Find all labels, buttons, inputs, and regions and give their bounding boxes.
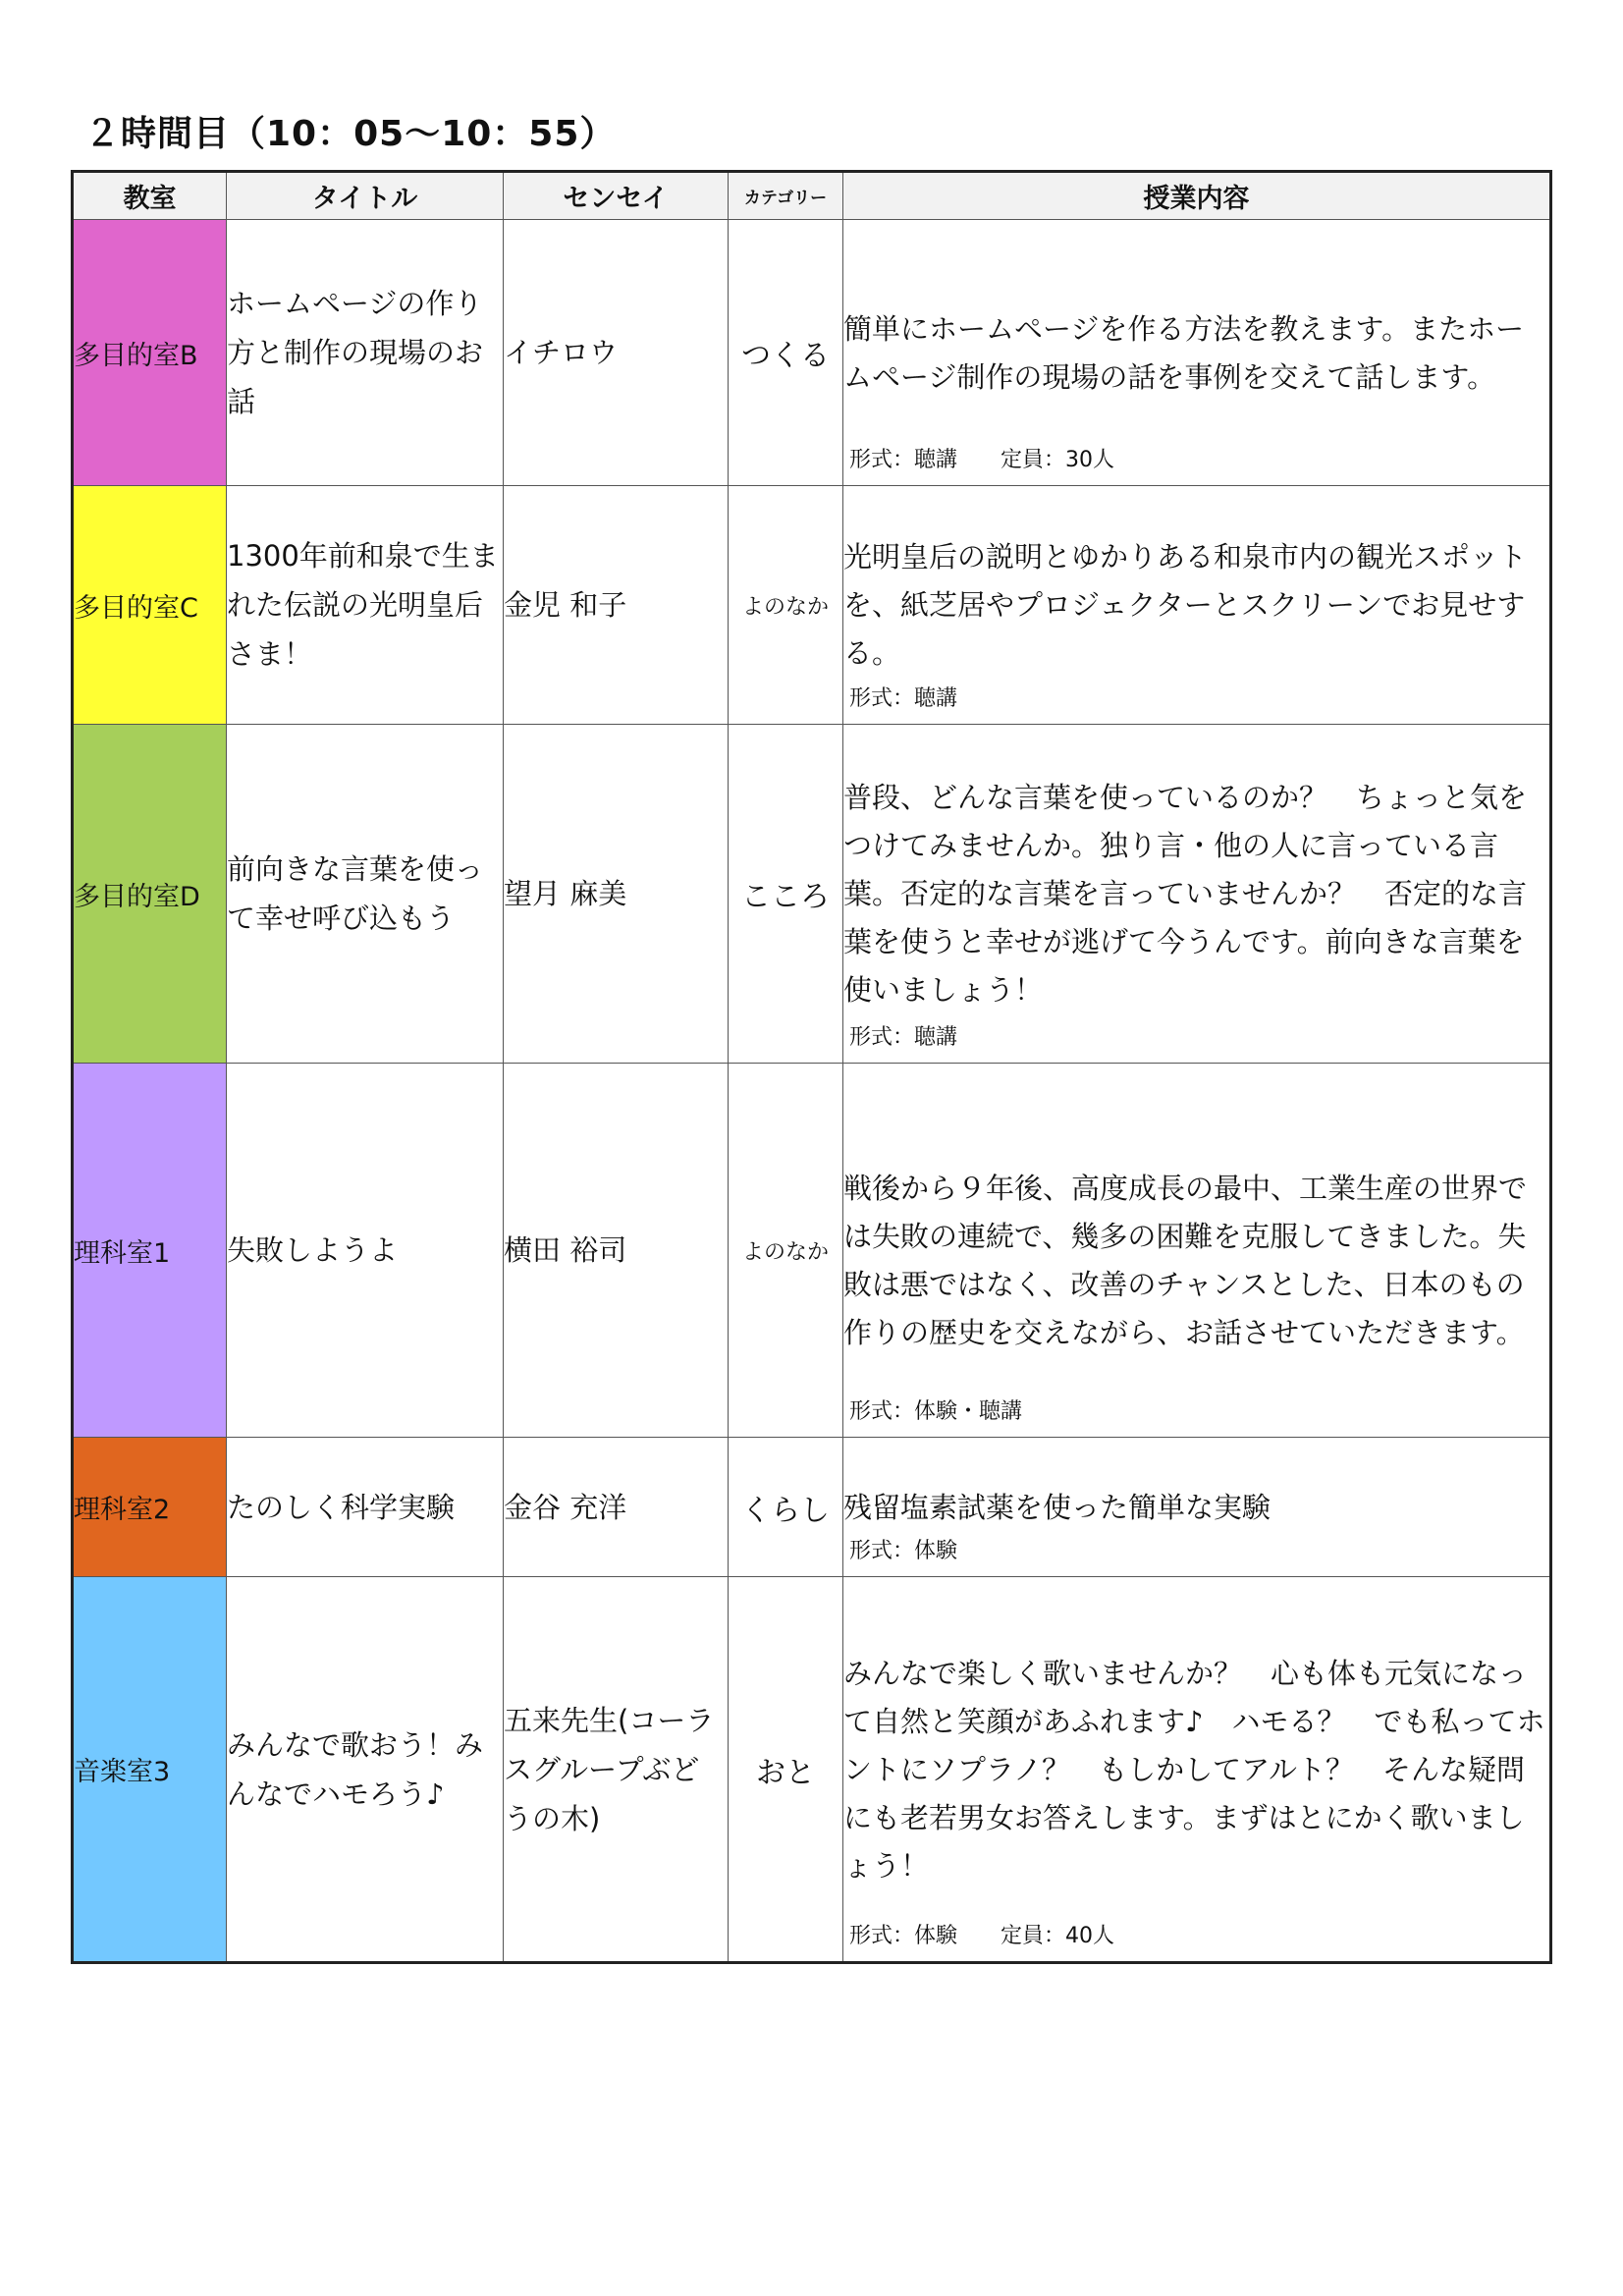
table-row xyxy=(73,725,1551,1064)
room-cell: 多目的室C xyxy=(73,486,227,725)
class-title: みんなで歌おう！みんなでハモろう♪ xyxy=(227,1577,504,1963)
class-format: 形式：聴講 定員：30人 xyxy=(849,448,1114,472)
class-format: 形式：体験・聴講 xyxy=(849,1399,1023,1424)
category-label: つくる xyxy=(729,220,843,486)
table-row xyxy=(73,1064,1551,1438)
table-row xyxy=(73,486,1551,725)
class-format: 形式：聴講 xyxy=(849,686,958,711)
class-format: 形式：聴講 xyxy=(849,1025,958,1050)
teacher-name: イチロウ xyxy=(504,220,729,486)
class-format: 形式：体験 定員：40人 xyxy=(849,1924,1114,1948)
room-cell: 理科室1 xyxy=(73,1064,227,1438)
class-description: 戦後から９年後、高度成長の最中、工業生産の世界では失敗の連続で、幾多の困難を克服してきました。失敗は悪ではなく、改善のチャンスとした、日本のもの作りの歴史を交えながら、お話させていただきます。 xyxy=(843,1172,1528,1349)
content-cell xyxy=(843,1438,1551,1577)
teacher-name: 五来先生(コーラスグループぶどうの木) xyxy=(504,1577,729,1963)
category-label: よのなか xyxy=(729,1064,843,1438)
teacher-name: 横田 裕司 xyxy=(504,1064,729,1438)
category-label: こころ xyxy=(729,725,843,1064)
room-cell: 音楽室3 xyxy=(73,1577,227,1963)
header-content: 授業内容 xyxy=(843,172,1551,220)
page-title: ２時間目（10：05〜10：55） xyxy=(84,114,617,154)
header-room: 教室 xyxy=(73,172,227,220)
content-cell xyxy=(843,486,1551,725)
table-row xyxy=(73,220,1551,486)
teacher-name: 金児 和子 xyxy=(504,486,729,725)
class-description: 光明皇后の説明とゆかりある和泉市内の観光スポットを、紙芝居やプロジェクターとスクリーンでお見せする。 xyxy=(843,540,1528,670)
content-cell xyxy=(843,1577,1551,1963)
header-title: タイトル xyxy=(227,172,504,220)
header-category: カテゴリー xyxy=(729,172,843,220)
class-title: 失敗しようよ xyxy=(227,1064,504,1438)
category-label: くらし xyxy=(729,1438,843,1577)
class-description: みんなで楽しく歌いませんか？ 心も体も元気になって自然と笑顔があふれます♪ ハモる？ でも私ってホントにソプラノ？ もしかしてアルト？ そんな疑問にも老若男女お答えします。まずはとにかく歌いましょう！ xyxy=(843,1656,1545,1883)
category-label: おと xyxy=(729,1577,843,1963)
table-row xyxy=(73,1577,1551,1963)
teacher-name: 金谷 充洋 xyxy=(504,1438,729,1577)
room-cell: 理科室2 xyxy=(73,1438,227,1577)
category-label: よのなか xyxy=(729,486,843,725)
header-row xyxy=(73,172,1551,220)
class-description: 普段、どんな言葉を使っているのか？ ちょっと気をつけてみませんか。独り言・他の人に言っている言葉。否定的な言葉を言っていませんか？ 否定的な言葉を使うと幸せが逃げて今うんです。前向きな言葉を使いましょう！ xyxy=(843,781,1528,1007)
header-teacher: センセイ xyxy=(504,172,729,220)
table-row xyxy=(73,1438,1551,1577)
class-title: たのしく科学実験 xyxy=(227,1438,504,1577)
class-title: 前向きな言葉を使って幸せ呼び込もう xyxy=(227,725,504,1064)
class-description: 残留塩素試薬を使った簡単な実験 xyxy=(843,1490,1271,1524)
content-cell xyxy=(843,1064,1551,1438)
room-cell: 多目的室B xyxy=(73,220,227,486)
room-cell: 多目的室D xyxy=(73,725,227,1064)
content-cell xyxy=(843,220,1551,486)
class-title: 1300年前和泉で生まれた伝説の光明皇后さま！ xyxy=(227,486,504,725)
class-title: ホームページの作り方と制作の現場のお話 xyxy=(227,220,504,486)
class-format: 形式：体験 xyxy=(849,1539,958,1563)
class-description: 簡単にホームページを作る方法を教えます。またホームページ制作の現場の話を事例を交えて話します。 xyxy=(843,311,1525,394)
content-cell xyxy=(843,725,1551,1064)
teacher-name: 望月 麻美 xyxy=(504,725,729,1064)
schedule-table xyxy=(71,170,1552,1964)
